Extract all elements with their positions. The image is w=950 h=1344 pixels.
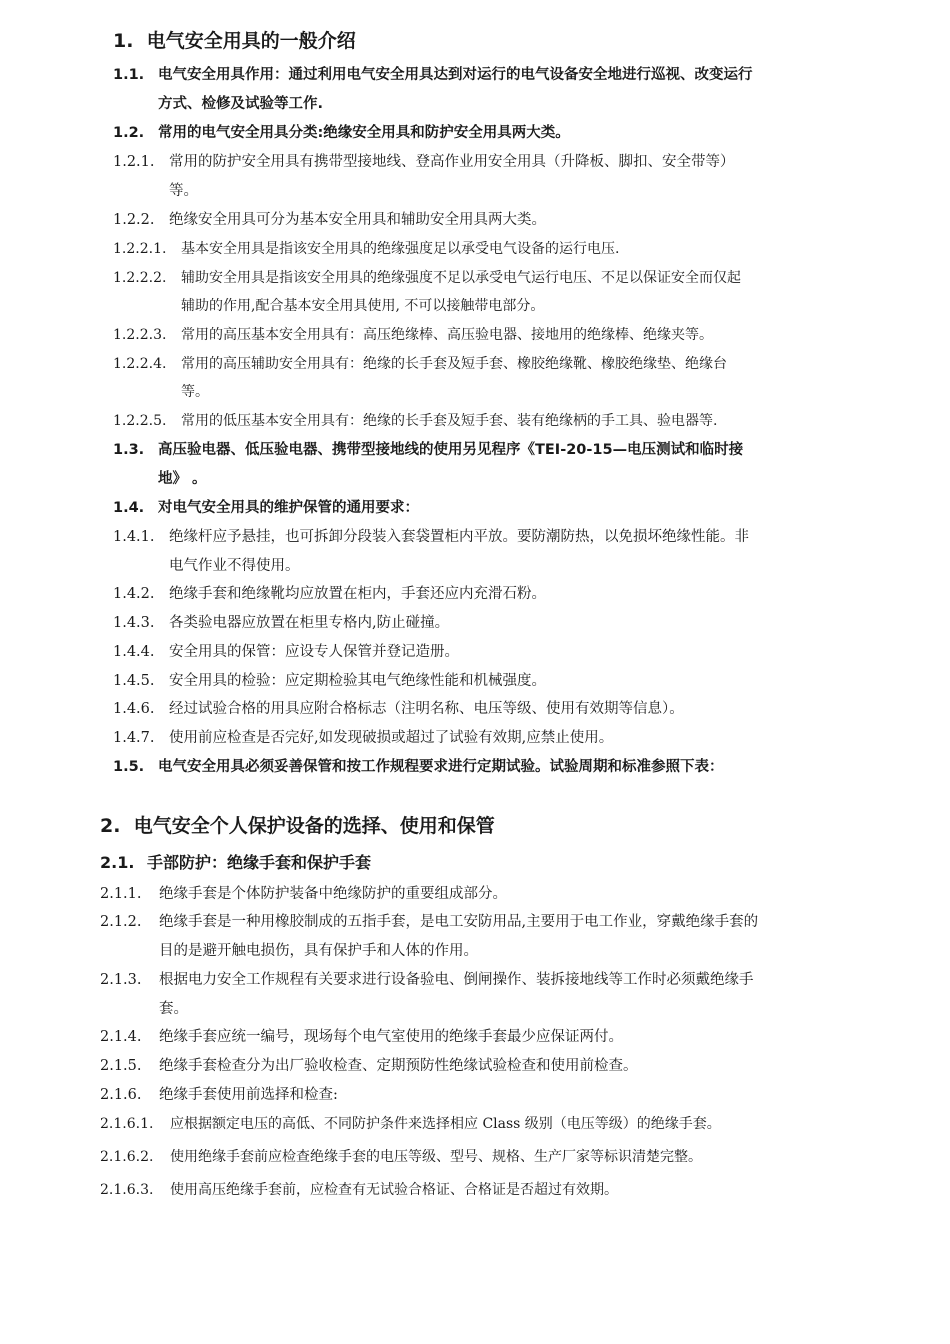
clause-text: 常用的电气安全用具分类:绝缘安全用具和防护安全用具两大类。 bbox=[158, 125, 570, 141]
clause-text: 高压验电器、低压验电器、携带型接地线的使用另见程序《TEI-20-15—电压测试和临时接 bbox=[158, 442, 744, 458]
clause-1-4-7 bbox=[113, 730, 613, 747]
clause-number: 1.2.2.2. bbox=[113, 270, 167, 286]
clause-1-2-2 bbox=[113, 212, 546, 229]
clause-text: 绝缘手套应统一编号，现场每个电气室使用的绝缘手套最少应保证两付。 bbox=[159, 1029, 623, 1045]
clause-1-4 bbox=[113, 500, 419, 517]
clause-2-1-2-cont: 目的是避开触电损伤，具有保护手和人体的作用。 bbox=[159, 943, 478, 959]
clause-number: 2.1.3. bbox=[100, 972, 142, 988]
clause-text: 安全用具的检验：应定期检验其电气绝缘性能和机械强度。 bbox=[169, 673, 546, 689]
clause-1-4-4 bbox=[113, 644, 459, 661]
clause-text: 常用的低压基本安全用具有：绝缘的长手套及短手套、装有绝缘柄的手工具、验电器等. bbox=[181, 413, 718, 429]
clause-text: 绝缘手套检查分为出厂验收检查、定期预防性绝缘试验检查和使用前检查。 bbox=[159, 1058, 638, 1074]
clause-1-4-1-cont: 电气作业不得使用。 bbox=[169, 558, 300, 574]
clause-number: 1.1. bbox=[113, 67, 145, 83]
clause-text: 安全用具的保管：应设专人保管并登记造册。 bbox=[169, 644, 459, 660]
clause-number: 1.4.1. bbox=[113, 529, 155, 545]
clause-number: 1.2.2.4. bbox=[113, 356, 167, 372]
clause-number: 1.4.4. bbox=[113, 644, 155, 660]
clause-number: 1.2.2.3. bbox=[113, 327, 167, 343]
clause-2-1-2 bbox=[100, 914, 758, 931]
clause-text: 使用高压绝缘手套前，应检查有无试验合格证、合格证是否超过有效期。 bbox=[170, 1182, 618, 1198]
clause-1-2-2-4-cont: 等。 bbox=[181, 384, 209, 400]
clause-1-4-5 bbox=[113, 673, 546, 690]
clause-number: 1.4. bbox=[113, 500, 145, 516]
clause-text: 对电气安全用具的维护保管的通用要求： bbox=[158, 500, 419, 516]
clause-1-2-2-2-cont: 辅助的作用,配合基本安全用具使用, 不可以接触带电部分。 bbox=[181, 298, 545, 314]
clause-1-4-1 bbox=[113, 529, 749, 546]
clause-text: 基本安全用具是指该安全用具的绝缘强度足以承受电气设备的运行电压. bbox=[181, 241, 620, 257]
section-number: 2. bbox=[100, 815, 121, 837]
clause-1-2-1-cont: 等。 bbox=[169, 183, 198, 199]
clause-number: 1.2.2.5. bbox=[113, 413, 167, 429]
clause-text: 常用的防护安全用具有携带型接地线、登高作业用安全用具（升降板、脚扣、安全带等） bbox=[169, 154, 735, 170]
section-title: 电气安全个人保护设备的选择、使用和保管 bbox=[133, 815, 495, 837]
clause-2-1-6-3 bbox=[100, 1182, 618, 1199]
clause-1-4-2 bbox=[113, 586, 546, 603]
clause-1-4-6 bbox=[113, 701, 684, 718]
clause-number: 2.1.6.1. bbox=[100, 1116, 154, 1132]
clause-number: 1.4.5. bbox=[113, 673, 155, 689]
clause-1-2-2-3 bbox=[113, 327, 713, 344]
clause-1-2-2-2 bbox=[113, 270, 741, 287]
clause-1-4-3 bbox=[113, 615, 449, 632]
clause-text: 使用绝缘手套前应检查绝缘手套的电压等级、型号、规格、生产厂家等标识清楚完整。 bbox=[170, 1149, 702, 1165]
clause-text: 绝缘安全用具可分为基本安全用具和辅助安全用具两大类。 bbox=[169, 212, 546, 228]
clause-text: 电气安全用具作用：通过利用电气安全用具达到对运行的电气设备安全地进行巡视、改变运行 bbox=[158, 67, 753, 83]
clause-number: 1.4.7. bbox=[113, 730, 155, 746]
clause-text: 辅助安全用具是指该安全用具的绝缘强度不足以承受电气运行电压、不足以保证安全而仅起 bbox=[181, 270, 741, 286]
clause-text: 绝缘手套使用前选择和检查: bbox=[159, 1087, 338, 1103]
clause-number: 2.1.1. bbox=[100, 886, 142, 902]
clause-1-2-2-1 bbox=[113, 241, 619, 258]
clause-1-1 bbox=[113, 67, 753, 84]
clause-2-1-6 bbox=[100, 1087, 338, 1104]
clause-1-2-2-5 bbox=[113, 413, 717, 430]
clause-text: 绝缘杆应予悬挂，也可拆卸分段装入套袋置柜内平放。要防潮防热，以免损坏绝缘性能。非 bbox=[169, 529, 749, 545]
clause-number: 2.1.5. bbox=[100, 1058, 142, 1074]
clause-number: 2.1.6.3. bbox=[100, 1182, 154, 1198]
clause-text: 常用的高压基本安全用具有：高压绝缘棒、高压验电器、接地用的绝缘棒、绝缘夹等。 bbox=[181, 327, 713, 343]
clause-text: 各类验电器应放置在柜里专格内,防止碰撞。 bbox=[169, 615, 450, 631]
clause-2-1-4 bbox=[100, 1029, 623, 1046]
clause-text: 应根据额定电压的高低、不同防护条件来选择相应 Class 级别（电压等级）的绝缘手套。 bbox=[170, 1116, 721, 1132]
clause-2-1-3 bbox=[100, 972, 754, 989]
clause-number: 1.3. bbox=[113, 442, 145, 458]
section-title: 电气安全用具的一般介绍 bbox=[146, 30, 356, 52]
clause-2-1-3-cont: 套。 bbox=[159, 1001, 188, 1017]
clause-1-5 bbox=[113, 759, 724, 776]
clause-text: 根据电力安全工作规程有关要求进行设备验电、倒闸操作、装拆接地线等工作时必须戴绝缘手 bbox=[159, 972, 754, 988]
clause-2-1 bbox=[100, 853, 371, 872]
clause-2-1-6-1 bbox=[100, 1116, 721, 1133]
clause-text: 绝缘手套和绝缘靴均应放置在柜内，手套还应内充滑石粉。 bbox=[169, 586, 546, 602]
clause-number: 2.1.6. bbox=[100, 1087, 142, 1103]
clause-2-1-5 bbox=[100, 1058, 638, 1075]
clause-1-3-cont: 地》 。 bbox=[158, 471, 207, 487]
clause-number: 1.2.2.1. bbox=[113, 241, 167, 257]
clause-number: 1.2.2. bbox=[113, 212, 155, 228]
section-2-heading bbox=[100, 815, 495, 838]
clause-1-2 bbox=[113, 125, 570, 142]
clause-number: 1.4.2. bbox=[113, 586, 155, 602]
clause-number: 2.1.2. bbox=[100, 914, 142, 930]
section-1-heading bbox=[113, 30, 356, 53]
clause-number: 1.2.1. bbox=[113, 154, 155, 170]
clause-2-1-1 bbox=[100, 886, 507, 903]
clause-number: 1.5. bbox=[113, 759, 145, 775]
clause-text: 经过试验合格的用具应附合格标志（注明名称、电压等级、使用有效期等信息）。 bbox=[169, 701, 684, 717]
clause-text: 绝缘手套是一种用橡胶制成的五指手套，是电工安防用品,主要用于电工作业，穿戴绝缘手套的 bbox=[159, 914, 759, 930]
clause-1-3 bbox=[113, 442, 743, 459]
clause-1-1-cont: 方式、检修及试验等工作. bbox=[158, 96, 324, 112]
clause-2-1-6-2 bbox=[100, 1149, 702, 1166]
clause-text: 绝缘手套是个体防护装备中绝缘防护的重要组成部分。 bbox=[159, 886, 507, 902]
clause-1-2-2-4 bbox=[113, 356, 727, 373]
clause-text: 常用的高压辅助安全用具有：绝缘的长手套及短手套、橡胶绝缘靴、橡胶绝缘垫、绝缘台 bbox=[181, 356, 727, 372]
clause-number: 1.4.6. bbox=[113, 701, 155, 717]
clause-number: 1.4.3. bbox=[113, 615, 155, 631]
clause-number: 1.2. bbox=[113, 125, 145, 141]
clause-number: 2.1.4. bbox=[100, 1029, 142, 1045]
clause-number: 2.1.6.2. bbox=[100, 1149, 154, 1165]
section-number: 1. bbox=[113, 30, 134, 52]
clause-text: 使用前应检查是否完好,如发现破损或超过了试验有效期,应禁止使用。 bbox=[169, 730, 614, 746]
clause-number: 2.1. bbox=[100, 853, 135, 872]
clause-text: 电气安全用具必须妥善保管和按工作规程要求进行定期试验。试验周期和标准参照下表： bbox=[158, 759, 724, 775]
clause-text: 手部防护：绝缘手套和保护手套 bbox=[147, 853, 372, 872]
clause-1-2-1 bbox=[113, 154, 735, 171]
